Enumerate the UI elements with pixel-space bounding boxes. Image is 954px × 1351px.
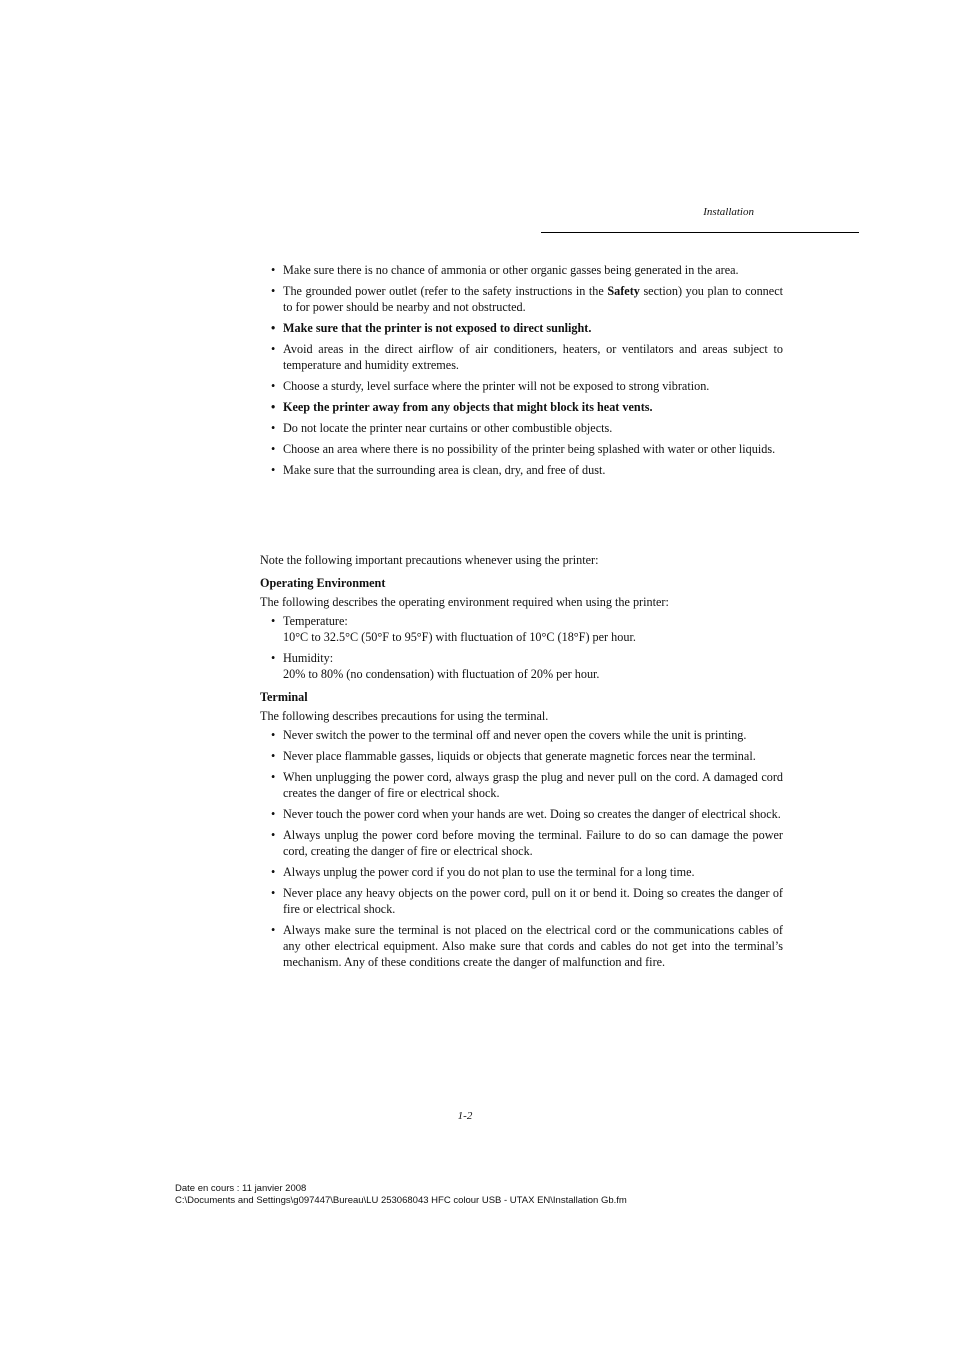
list-item: • Humidity: 20% to 80% (no condensation) with fluctuation of 20% per hour.	[271, 651, 600, 681]
list-item: • Never place any heavy objects on the power cord, pull on it or bend it. Doing so creates the danger of fire or electrical shock.	[271, 886, 783, 916]
bullet-icon: •	[271, 321, 276, 335]
list-item: • Always unplug the power cord before moving the terminal. Failure to do so can damage the power cord, creating the danger of fire or electrical shock.	[271, 828, 783, 858]
bullet-icon: •	[271, 442, 276, 456]
list-item: • Choose a sturdy, level surface where the printer will not be exposed to strong vibration.	[271, 379, 710, 393]
bullet-icon: •	[271, 749, 276, 763]
bullet-icon: •	[271, 463, 276, 477]
operating-environment-intro: The following describes the operating environment required when using the printer:	[260, 595, 669, 609]
list-item: • The grounded power outlet (refer to the safety instructions in the Safety section) you plan to connect to for power should be nearby and not obstructed.	[271, 284, 783, 314]
precautions-intro: Note the following important precautions whenever using the printer:	[260, 553, 599, 567]
bullet-icon: •	[271, 342, 276, 356]
list-item: • Make sure there is no chance of ammonia or other organic gasses being generated in the area.	[271, 263, 739, 277]
terminal-intro: The following describes precautions for using the terminal.	[260, 709, 549, 723]
bullet-icon: •	[271, 728, 276, 742]
list-item: • Keep the printer away from any objects that might block its heat vents.	[271, 400, 653, 414]
bullet-icon: •	[271, 828, 276, 842]
bullet-icon: •	[271, 421, 276, 435]
list-item: • Never switch the power to the terminal off and never open the covers while the unit is printing.	[271, 728, 747, 742]
operating-environment-heading: Operating Environment	[260, 576, 386, 590]
list-item: • Choose an area where there is no possibility of the printer being splashed with water or other liquids.	[271, 442, 776, 456]
bullet-icon: •	[271, 770, 276, 784]
bullet-icon: •	[271, 651, 276, 665]
list-item: • Avoid areas in the direct airflow of air conditioners, heaters, or ventilators and areas subject to temperature and humidity extremes.	[271, 342, 783, 372]
bullet-icon: •	[271, 886, 276, 900]
list-item: • Always make sure the terminal is not placed on the electrical cord or the communications cables of any other electrical equipment. Also make sure that cords and cables do not get into the terminal’s mechanism. Any of these conditions create the danger of malfunction and fire.	[271, 923, 783, 969]
bullet-icon: •	[271, 865, 276, 879]
list-item: • Temperature: 10°C to 32.5°C (50°F to 95°F) with fluctuation of 10°C (18°F) per hour.	[271, 614, 636, 644]
running-header-title: Installation	[703, 206, 754, 218]
list-item: • Always unplug the power cord if you do not plan to use the terminal for a long time.	[271, 865, 695, 879]
operating-environment-list	[268, 613, 783, 687]
bullet-icon: •	[271, 923, 276, 937]
bullet-icon: •	[271, 284, 276, 298]
safety-reference: Safety	[607, 284, 640, 298]
bullet-icon: •	[271, 807, 276, 821]
terminal-heading: Terminal	[260, 690, 308, 704]
document-footer	[175, 1183, 627, 1207]
list-item: • Make sure that the printer is not exposed to direct sunlight.	[271, 321, 592, 335]
list-item: • Do not locate the printer near curtains or other combustible objects.	[271, 421, 613, 435]
location-requirements-list	[268, 262, 783, 483]
footer-date: Date en cours : 11 janvier 2008	[175, 1183, 307, 1194]
list-item: • Never touch the power cord when your hands are wet. Doing so creates the danger of electrical shock.	[271, 807, 781, 821]
list-item: • Never place flammable gasses, liquids or objects that generate magnetic forces near the terminal.	[271, 749, 756, 763]
bullet-icon: •	[271, 263, 276, 277]
footer-file-path: C:\Documents and Settings\g097447\Bureau\LU 253068043 HFC colour USB - UTAX EN\Installation Gb.fm	[175, 1195, 627, 1206]
terminal-precautions-list	[268, 727, 783, 975]
header-rule	[541, 232, 859, 233]
bullet-icon: •	[271, 400, 276, 414]
list-item: • Make sure that the surrounding area is clean, dry, and free of dust.	[271, 463, 606, 477]
bullet-icon: •	[271, 379, 276, 393]
page-number: 1-2	[457, 1110, 473, 1122]
list-item: • When unplugging the power cord, always grasp the plug and never pull on the cord. A damaged cord creates the danger of fire or electrical shock.	[271, 770, 783, 800]
bullet-icon: •	[271, 614, 276, 628]
